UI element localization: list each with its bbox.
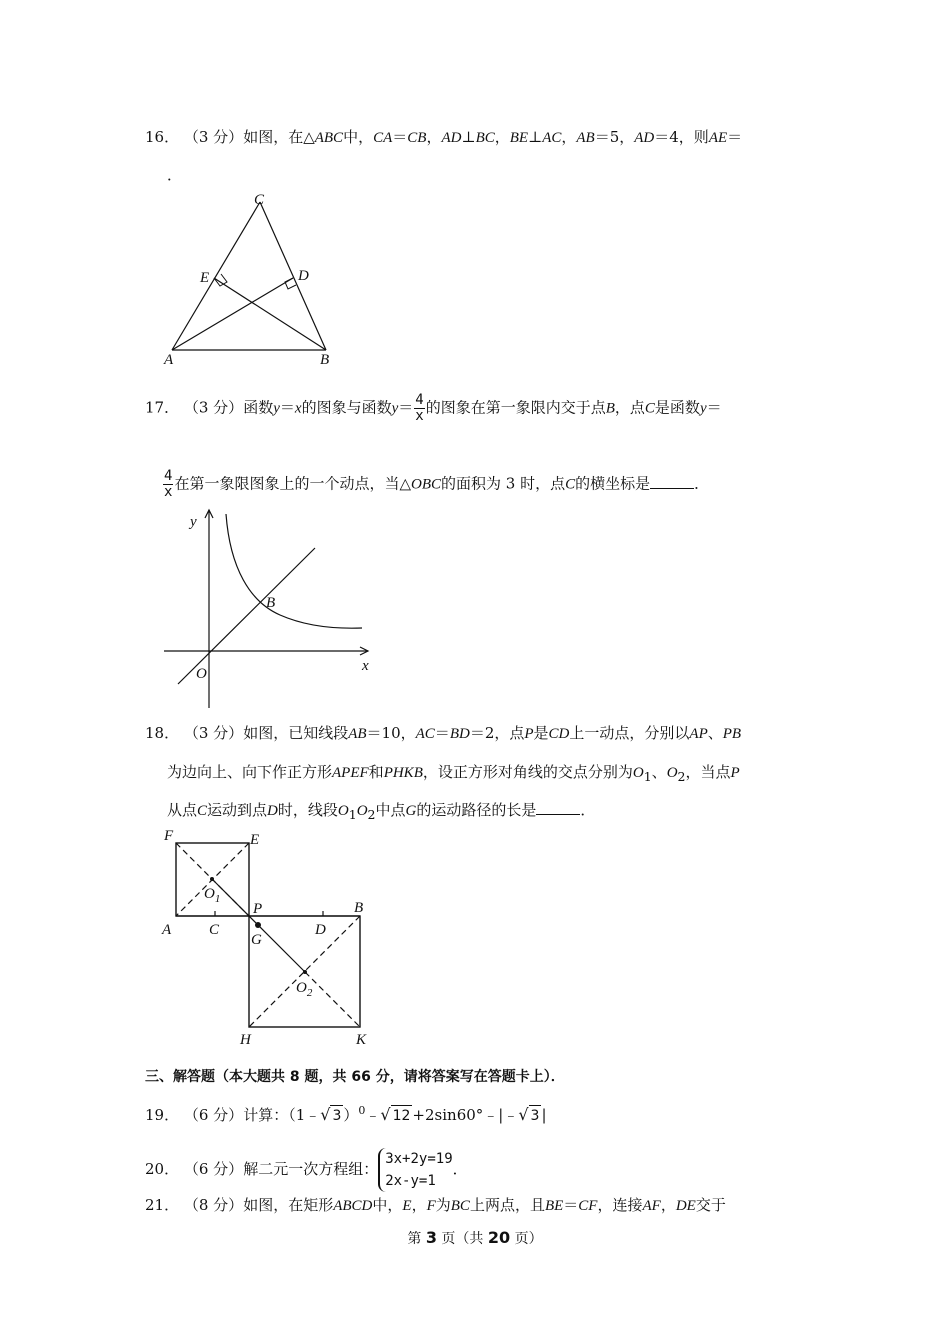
q20-number: 20．	[145, 1160, 180, 1178]
q17-number: 17．	[145, 398, 180, 417]
q18-stem: 18． （3 分）如图，已知线段AB＝10，AC＝BD＝2，点P是CD上一动点，分别以AP、PB	[145, 724, 742, 742]
q19-stem: 19． （6 分）计算：（1﹣√ 3 ）$^0$﹣√ 12 +2sin60°﹣|﹣√ 3 |	[145, 1104, 547, 1124]
q17-stem: 17． （3 分）函数y＝x的图象与函数y＝ $\frac{4}{x}$ 的图象在第一象限内交于点B，点C是函数y＝	[145, 392, 722, 424]
fig18-label-B: B	[354, 900, 364, 916]
fig18-label-K: K	[356, 1032, 367, 1048]
fig18-label-G: G	[251, 932, 262, 948]
section-heading: 三、解答题（本大题共 8 题，共 66 分，请将答案写在答题卡上）．	[145, 1069, 565, 1085]
fig17-label-y: y	[190, 514, 197, 530]
fig18-label-A: A	[162, 922, 172, 938]
fig16-label-D: D	[298, 268, 309, 284]
q21-stem: 21． （8 分）如图，在矩形ABCD中，E，F为BC上两点，且BE＝CF，连接AF，DE交于	[145, 1196, 726, 1214]
page-footer: 第 3 页（共 20 页）	[407, 1228, 543, 1247]
sqrt-3b: 3	[529, 1105, 542, 1126]
page-number: 3	[425, 1228, 437, 1247]
answer-blank[interactable]	[650, 474, 694, 489]
fig18-label-O2: $O_2$	[296, 980, 313, 999]
q20-stem: 20． （6 分）解二元一次方程组： 3x+2y=19 2x-y=1 ．	[145, 1148, 468, 1192]
fig17-label-x: x	[362, 658, 369, 674]
q17-line2: $\frac{4}{x}$ 在第一象限图象上的一个动点，当△OBC的面积为 3 时，点C的横坐标是 ．	[164, 468, 710, 500]
q17-fraction-2: $\frac{4}{x}$	[164, 468, 173, 500]
q16-stem: 16． （3 分）如图，在△ABC中，CA＝CB，AD⊥BC，BE⊥AC，AB＝5，AD＝4，则AE＝	[145, 128, 743, 146]
fig18-label-O1: $O_1$	[204, 886, 221, 905]
fig18-label-H: H	[240, 1032, 251, 1048]
fig18-label-F: F	[164, 828, 174, 844]
q16-figure	[160, 190, 340, 370]
fig16-label-E: E	[200, 270, 210, 286]
fig18-label-E: E	[250, 832, 260, 848]
fig18-label-C: C	[209, 922, 220, 938]
q19-number: 19．	[145, 1106, 180, 1124]
fig16-label-B: B	[320, 352, 330, 368]
q18-figure	[158, 826, 378, 1051]
sqrt-12: 12	[391, 1105, 413, 1126]
fig17-label-O: O	[196, 666, 207, 682]
q18-line2: 为边向上、向下作正方形APEF和PHKB，设正方形对角线的交点分别为$O_1$、$O_2$，当点P	[167, 763, 740, 784]
fig18-label-P: P	[253, 901, 263, 917]
fig16-label-A: A	[164, 352, 174, 368]
fig18-label-D: D	[315, 922, 326, 938]
fig17-label-B: B	[266, 595, 276, 611]
q16-number: 16．	[145, 128, 180, 146]
q16-end: ．	[167, 166, 183, 184]
q18-number: 18．	[145, 724, 180, 742]
sqrt-3: 3	[330, 1105, 343, 1126]
equation-system: 3x+2y=19 2x-y=1	[378, 1148, 452, 1192]
q17-figure	[160, 508, 380, 713]
answer-blank[interactable]	[536, 800, 580, 815]
q18-line3: 从点C运动到点D时，线段$O_1O_2$中点G的运动路径的长是 ．	[167, 801, 596, 822]
fig16-label-C: C	[254, 192, 265, 208]
page-total: 20	[487, 1228, 511, 1247]
q21-number: 21．	[145, 1196, 180, 1214]
q17-fraction: $\frac{4}{x}$	[415, 392, 424, 424]
